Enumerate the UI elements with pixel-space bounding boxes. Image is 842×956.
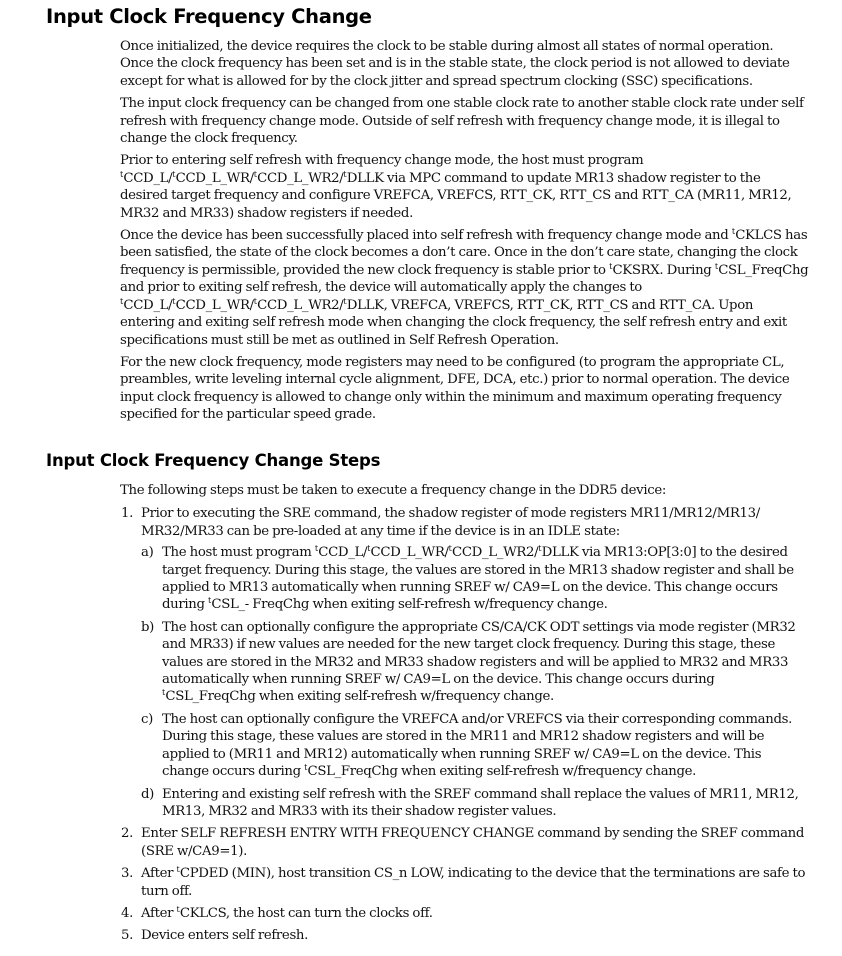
substep-text: The host can optionally configure the VREFCA and/or VREFCS via their corresponding commands. During this stage, these values are stored in the MR11 and MR12 shadow registers and will be applied to (MR11 and MR12) automatically when running SREF w/ CA9=L on the device. This change occurs during $^t$CSL_FreqChg when exiting self-refresh w/frequency change.	[162, 711, 792, 780]
timing-superscript: t	[343, 296, 347, 306]
substep-letter: d)	[141, 786, 154, 802]
substep-item	[141, 711, 810, 781]
substep-item	[141, 619, 810, 706]
steps-intro: The following steps must be taken to execute a frequency change in the DDR5 device:	[120, 483, 666, 498]
timing-superscript: t	[253, 169, 257, 179]
step-number: 5.	[121, 928, 133, 944]
paragraph: The input clock frequency can be changed from one stable clock rate to another stable clock rate under self refresh with frequency change mode. Outside of self refresh with frequency change mode, it is illegal to change the clock frequency.	[120, 96, 804, 147]
step-text: After $^t$CPDED (MIN), host transition CS_n LOW, indicating to the device that the terminations are safe to turn off.	[141, 865, 806, 899]
timing-superscript: t	[172, 296, 176, 306]
intro-paragraphs	[120, 38, 810, 429]
substeps-list	[141, 544, 810, 820]
timing-superscript: t	[162, 688, 165, 698]
step-number: 4.	[121, 905, 133, 921]
step-text: After $^t$CKLCS, the host can turn the clocks off.	[141, 904, 433, 921]
step-item	[120, 905, 810, 922]
step-number: 2.	[121, 826, 133, 842]
paragraph: Once the device has been successfully placed into self refresh with frequency change mode and $^t$CKLCS has been satisfied, the state of the clock becomes a don’t care. Once in the don’t care state, changing the clock frequency is permissible, provided the new clock frequency is stable prior to $^t$CKSRX. During $^t$CSL_FreqChg and prior to exiting self refresh, the device will automatically apply the changes to $^t$CCD_L/$^t$CCD_L_WR/$^t$CCD_L_WR2/$^t$DLLK, VREFCA, VREFCS, RTT_CK, RTT_CS and RTT_CA. Upon entering and exiting self refresh mode when changing the clock frequency, the self refresh entry and exit specifications must still be met as outlined in Self Refresh Operation.	[120, 227, 809, 348]
timing-superscript: t	[120, 296, 123, 306]
substep-letter: a)	[141, 545, 154, 561]
step-text: Device enters self refresh.	[141, 928, 309, 944]
paragraph: Prior to entering self refresh with frequency change mode, the host must program $^t$CCD_L/$^t$CCD_L_WR/$^t$CCD_L_WR2/$^t$DLLK via MPC command to update MR13 shadow register to the desired target frequency and configure VREFCA, VREFCS, RTT_CK, RTT_CS and RTT_CA (MR11, MR12, MR32 and MR33) shadow registers if needed.	[120, 153, 792, 221]
step-number: 1.	[121, 506, 133, 522]
subsection-title: Input Clock Frequency Change Steps	[46, 451, 381, 470]
step-item	[120, 825, 810, 860]
timing-superscript: t	[731, 227, 735, 237]
substep-item	[141, 544, 810, 614]
substep-text: The host must program $^t$CCD_L/$^t$CCD_L_WR/$^t$CCD_L_WR2/$^t$DLLK via MR13:OP[3:0] to the desired target frequency. During this stage, the values are stored in the MR13 shadow register and shall be applied to MR13 automatically when running SREF w/ CA9=L on the device. This change occurs during $^t$CSL_- FreqChg when exiting self-refresh w/frequency change.	[162, 544, 794, 613]
paragraph: Once initialized, the device requires the clock to be stable during almost all states of normal operation. Once the clock frequency has been set and is in the stable state, the clock period is not allowed to deviate except for what is allowed for by the clock jitter and spread spectrum clocking (SSC) specifications.	[120, 39, 790, 89]
timing-superscript: t	[208, 596, 211, 606]
timing-superscript: t	[367, 544, 370, 554]
substep-text: Entering and existing self refresh with the SREF command shall replace the values of MR11, MR12, MR13, MR32 and MR33 with its their shadow register values.	[162, 786, 799, 819]
timing-superscript: t	[172, 169, 176, 179]
timing-superscript: t	[538, 544, 542, 554]
steps-section	[120, 482, 810, 950]
step-item	[120, 927, 810, 944]
step-item	[120, 865, 810, 900]
timing-superscript: t	[120, 169, 123, 179]
paragraph: For the new clock frequency, mode registers may need to be configured (to program the appropriate CL, preambles, write leveling internal cycle alignment, DFE, DCA, etc.) prior to normal operation. The device input clock frequency is allowed to change only within the minimum and maximum operating frequency specified for the particular speed grade.	[120, 354, 790, 423]
timing-superscript: t	[304, 763, 307, 773]
substep-item	[141, 786, 810, 821]
section-title: Input Clock Frequency Change	[46, 5, 372, 28]
step-number: 3.	[121, 866, 133, 882]
timing-superscript: t	[609, 261, 612, 271]
timing-superscript: t	[176, 865, 180, 875]
substep-letter: b)	[141, 619, 154, 635]
step-text: Enter SELF REFRESH ENTRY WITH FREQUENCY CHANGE command by sending the SREF command (SRE w/CA9=1).	[141, 826, 805, 859]
timing-superscript: t	[714, 261, 718, 271]
timing-superscript: t	[253, 296, 257, 306]
timing-superscript: t	[176, 904, 180, 914]
substep-text: The host can optionally configure the appropriate CS/CA/CK ODT settings via mode register (MR32 and MR33) if new values are needed for the new target clock frequency. During this stage, these values are stored in the MR32 and MR33 shadow registers and will be applied to MR32 and MR33 automatically when running SREF w/ CA9=L on the device. This change occurs during $^t$CSL_FreqChg when exiting self-refresh w/frequency change.	[162, 619, 796, 705]
timing-superscript: t	[448, 544, 452, 554]
timing-superscript: t	[343, 169, 347, 179]
step-text: Prior to executing the SRE command, the shadow register of mode registers MR11/MR12/MR13/ MR32/MR33 can be pre-loaded at any time if the device is in an IDLE state:	[141, 506, 760, 539]
timing-superscript: t	[314, 544, 318, 554]
steps-list	[120, 505, 810, 944]
step-item	[120, 505, 810, 820]
substep-letter: c)	[141, 711, 153, 727]
